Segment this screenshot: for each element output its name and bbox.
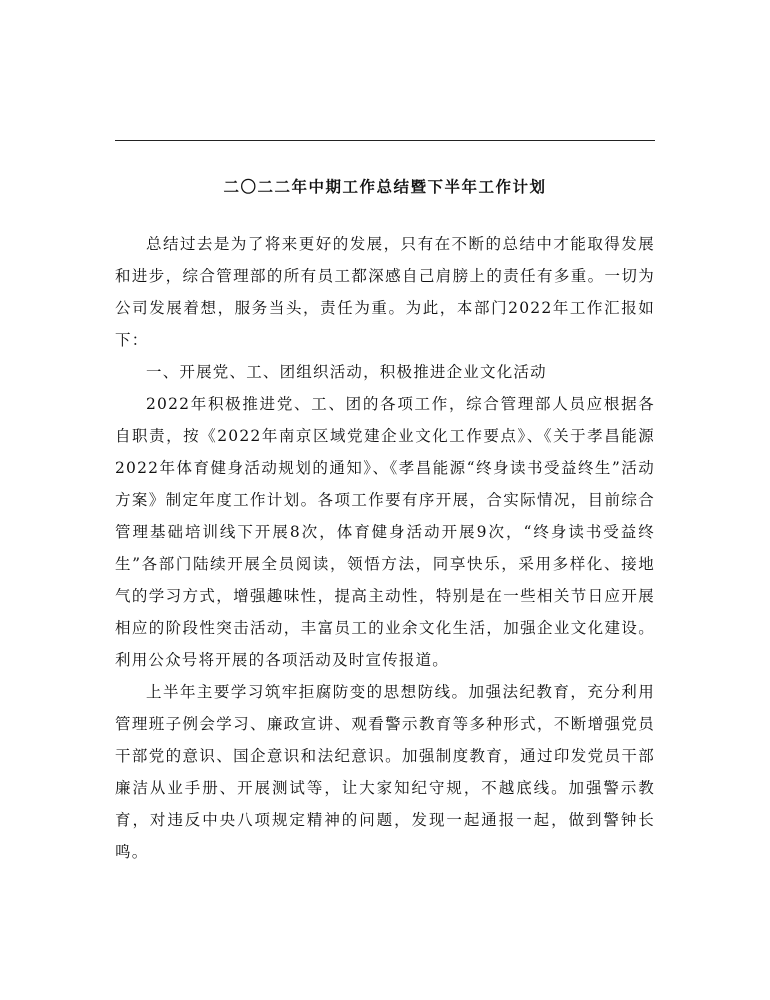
- discipline-paragraph: 上半年主要学习筑牢拒腐防变的思想防线。加强法纪教育，充分利用管理班子例会学习、廉政宣讲、观看警示教育等多种形式，不断增强党员干部党的意识、国企意识和法纪意识。加强制度教育，通过印发党员干部廉洁从业手册、开展测试等，让大家知纪守规，不越底线。加强警示教育，对违反中央八项规定精神的问题，发现一起通报一起，做到警钟长鸣。: [115, 683, 655, 861]
- document-title: 二〇二二年中期工作总结暨下半年工作计划: [223, 177, 547, 196]
- intro-paragraph: 总结过去是为了将来更好的发展，只有在不断的总结中才能取得发展和进步，综合管理部的所有员工都深感自己肩膀上的责任有多重。一切为公司发展着想，服务当头，责任为重。为此，本部门2022年工作汇报如下：: [115, 235, 655, 349]
- document-body: [115, 228, 655, 868]
- header-rule: [115, 140, 655, 141]
- section-heading-1: 一、开展党、工、团组织活动，积极推进企业文化活动: [146, 363, 547, 381]
- section-1-paragraph: 2022年积极推进党、工、团的各项工作，综合管理部人员应根据各自职责，按《2022年南京区域党建企业文化工作要点》、《关于孝昌能源2022年体育健身活动规划的通知》、《孝昌能源“终身读书受益终生”活动方案》制定年度工作计划。各项工作要有序开展，合实际情况，目前综合管理基础培训线下开展8次，体育健身活动开展9次，“终身读书受益终生”各部门陆续开展全员阅读，领悟方法，同享快乐，采用多样化、接地气的学习方式，增强趣味性，提高主动性，特别是在一些相关节日应开展相应的阶段性突击活动，丰富员工的业余文化生活，加强企业文化建设。利用公众号将开展的各项活动及时宣传报道。: [115, 395, 655, 669]
